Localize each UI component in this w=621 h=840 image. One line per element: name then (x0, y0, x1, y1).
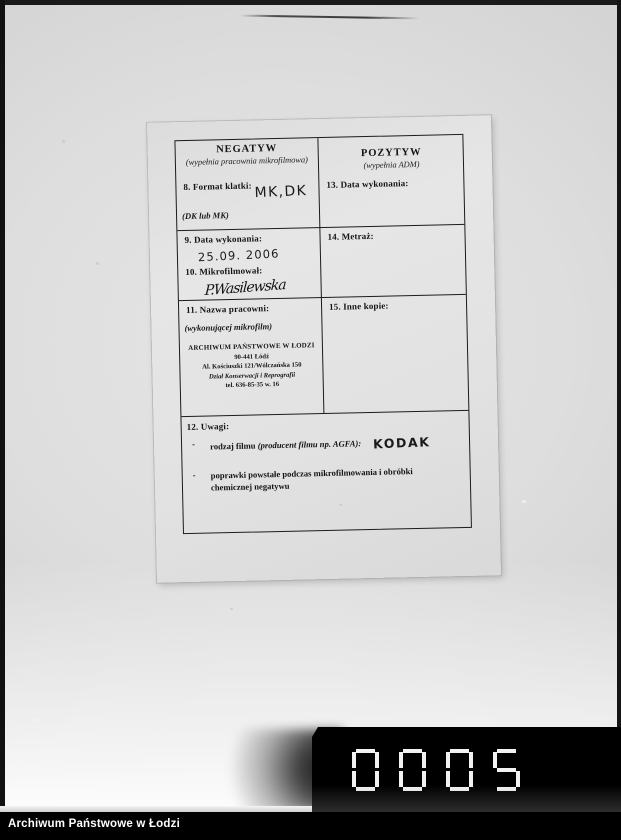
stamp-line-street: Al. Kościuszki 121/Wólczańska 150 (202, 361, 302, 371)
header-title-pozytyw: POZYTYW (360, 146, 422, 160)
field-14-value (328, 247, 458, 250)
remark-1-bold: rodzaj filmu (209, 440, 256, 452)
row-divider (181, 410, 468, 418)
film-edge-top (0, 0, 621, 5)
dust-speck (230, 608, 233, 610)
remark-2-bold: poprawki powstałe podczas mikrofilmowania i obróbki chemicznej negatywu (210, 466, 413, 493)
form-table (174, 134, 472, 534)
dust-speck (522, 500, 526, 503)
footer-caption: Archiwum Państwowe w Łodzi (8, 818, 180, 830)
field-9-value: 25.09. 2006 (197, 246, 280, 265)
film-edge-left (0, 0, 5, 812)
field-8-value: MK,DK (254, 183, 308, 202)
field-10-label: 10. Mikrofilmował: (185, 265, 263, 278)
field-10-signature: P.Wasilewska (204, 276, 287, 300)
header-cell-pozytyw (319, 146, 464, 171)
dust-speck (33, 718, 38, 722)
film-edge-right (617, 0, 621, 812)
field-9-label: 9. Data wykonania: (184, 233, 263, 246)
stamp-line-phone: tel. 636-85-35 w. 16 (225, 380, 280, 390)
footer-bar (0, 812, 621, 840)
field-8-label: 8. Format klatki: (183, 180, 252, 193)
header-cell-negatyw (176, 142, 318, 167)
workshop-address-stamp (184, 341, 320, 391)
field-13-value (327, 195, 457, 198)
field-14-label: 14. Metraż: (327, 230, 374, 242)
field-15-label: 15. Inne kopie: (328, 300, 389, 312)
dust-speck (339, 504, 342, 506)
header-subtitle-negatyw: (wypełnia pracownia mikrofilmowa) (185, 155, 308, 167)
field-11-note: (wykonującej mikrofilm) (184, 321, 273, 334)
header-title-negatyw: NEGATYW (216, 142, 278, 156)
field-11-label: 11. Nazwa pracowni: (186, 303, 270, 315)
stamp-line-department: Dział Konserwacji i Reprografii (208, 371, 296, 381)
field-12-label: 12. Uwagi: (186, 421, 230, 433)
field-15-value (329, 319, 459, 322)
counter-panel-glare (312, 785, 621, 812)
dust-speck (62, 140, 65, 143)
remark-1-value: KODAK (372, 434, 432, 452)
field-8-note: (DK lub MK) (181, 210, 229, 222)
stamp-line-institution: ARCHIWUM PAŃSTWOWE W ŁODZI (188, 342, 315, 352)
remark-item-2 (191, 465, 441, 494)
header-subtitle-pozytyw: (wypełnia ADM) (363, 159, 420, 171)
dust-speck (96, 262, 99, 265)
field-13-label: 13. Data wykonania: (326, 178, 409, 190)
stamp-line-postcode: 90-441 Łódź (234, 353, 270, 361)
remark-1-italic: (producent filmu np. AGFA): (257, 438, 362, 451)
bullet-marker: - (191, 438, 196, 449)
bullet-marker: - (192, 469, 196, 480)
remark-item-1 (190, 434, 465, 457)
form-sheet (147, 115, 501, 582)
